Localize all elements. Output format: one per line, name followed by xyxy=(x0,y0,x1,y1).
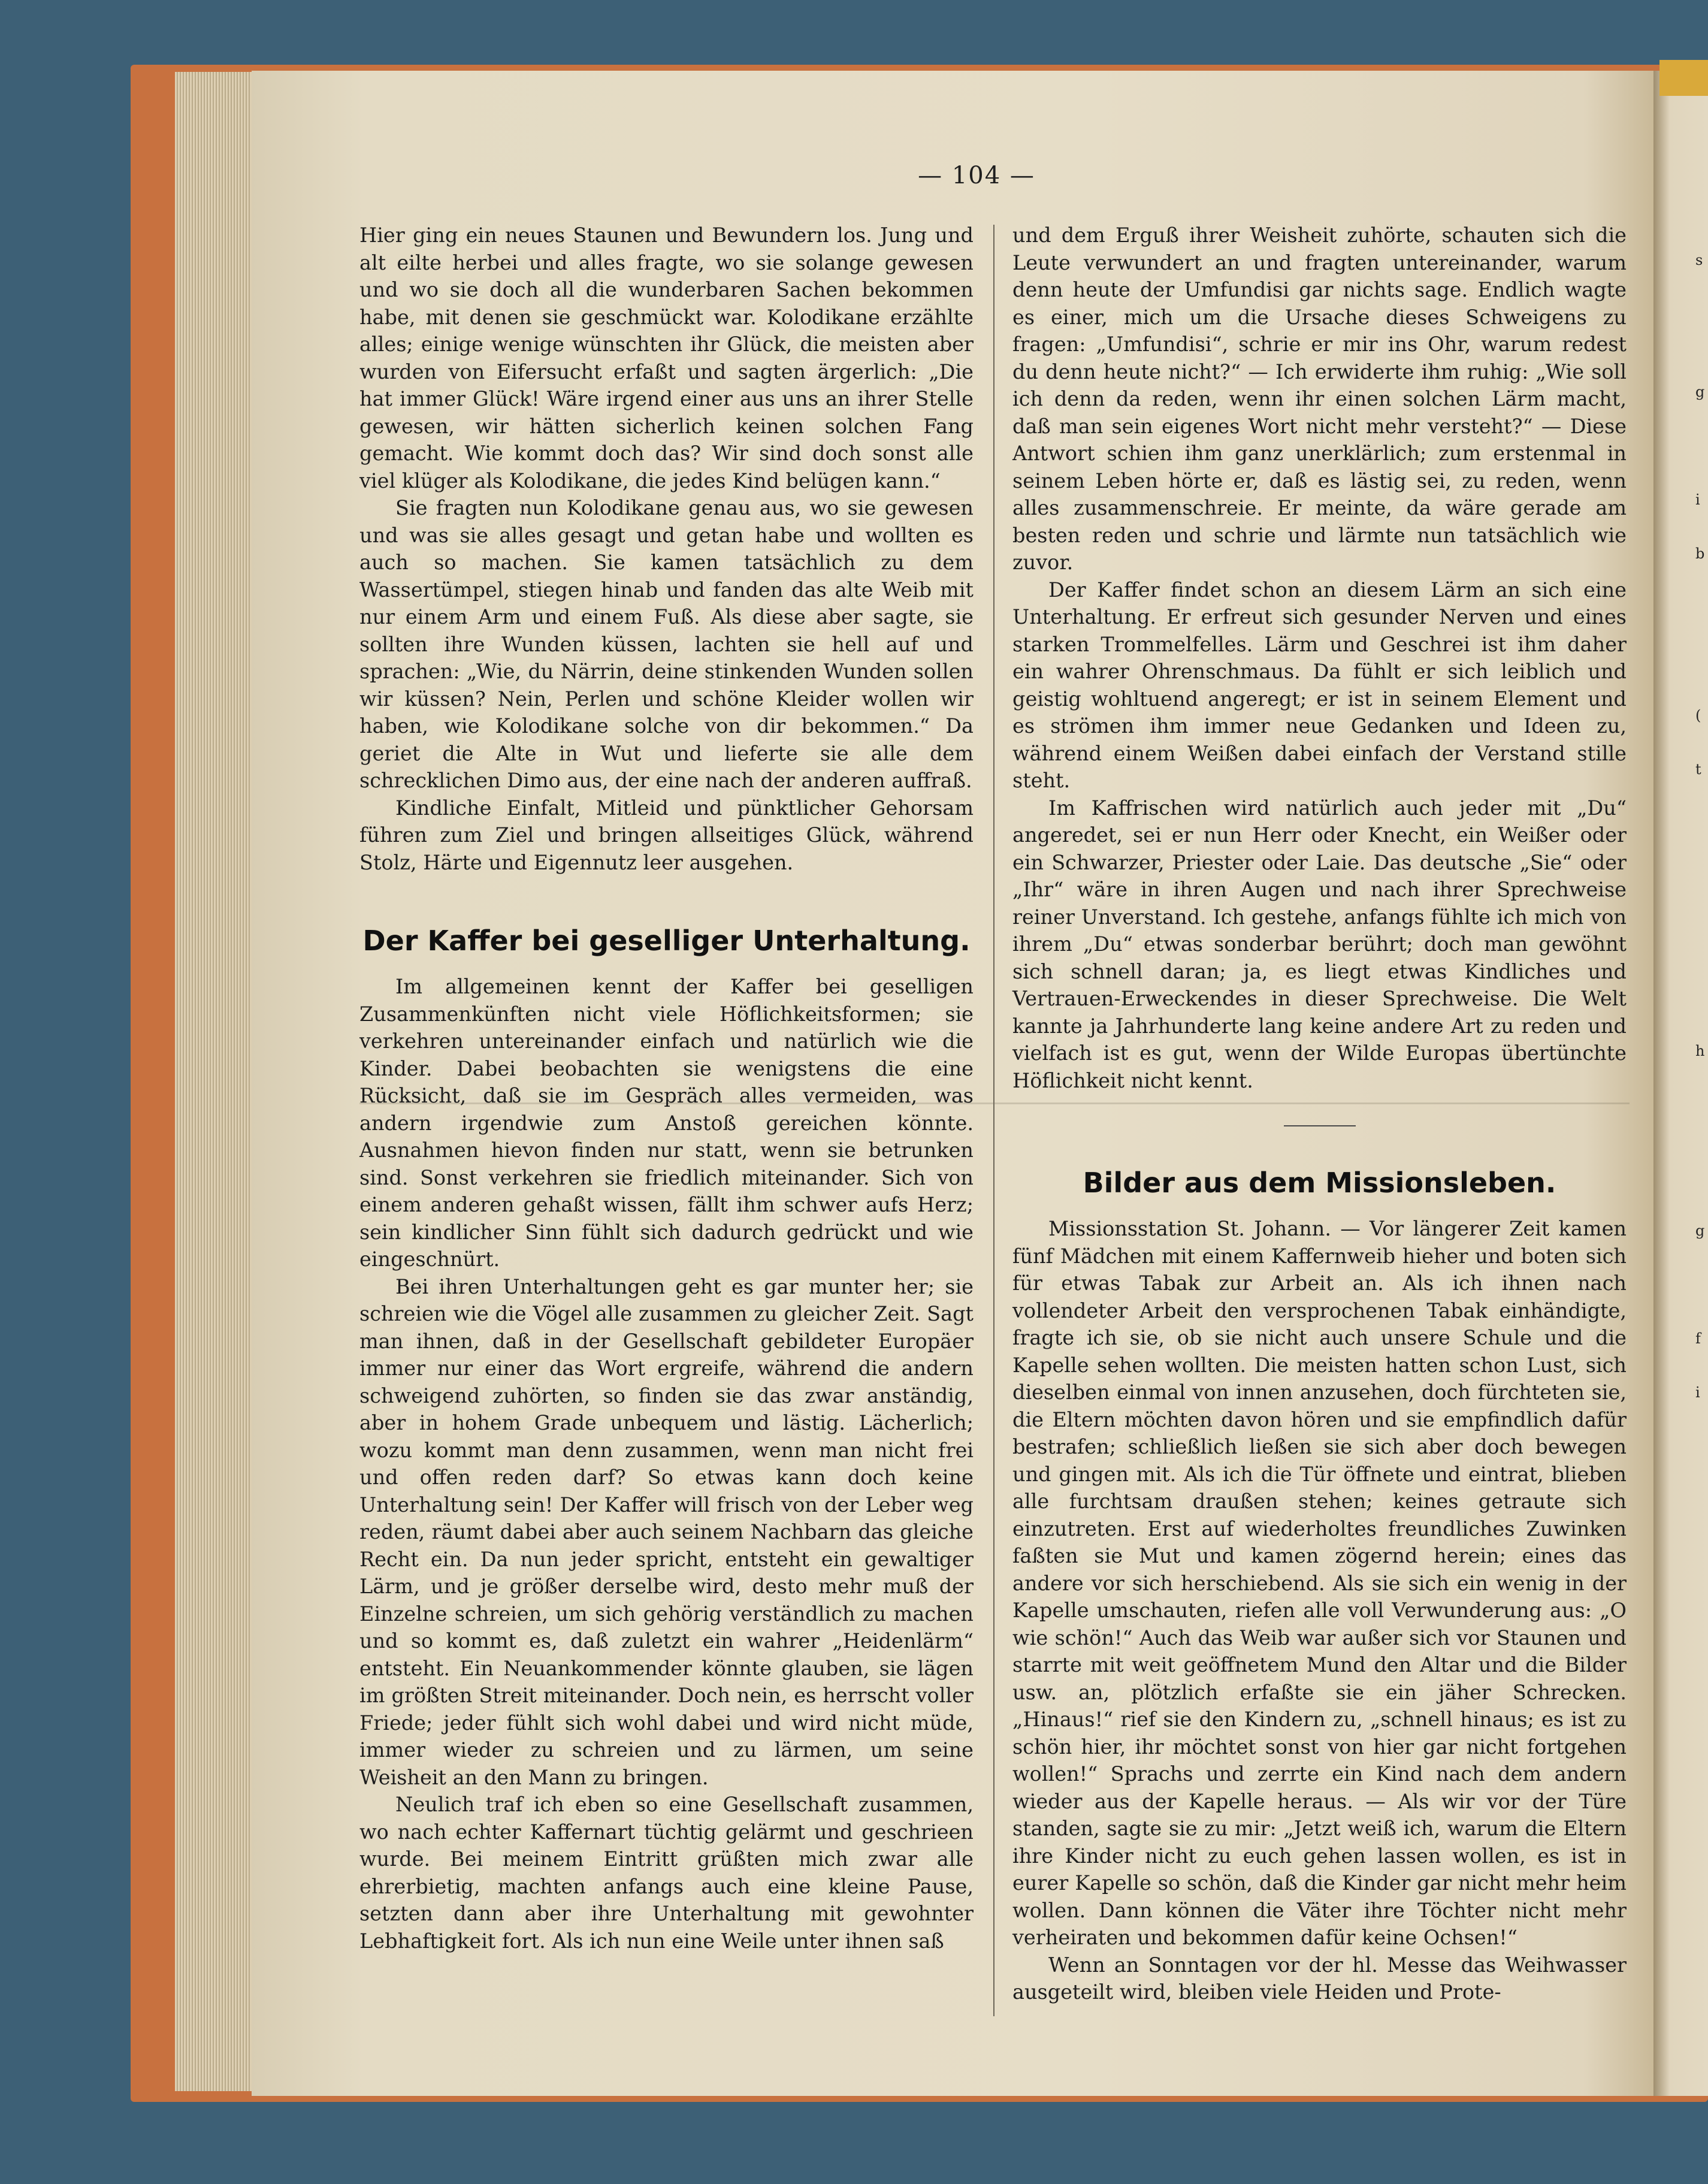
paragraph: Wenn an Sonntagen vor der hl. Messe das Weihwasser ausgeteilt wird, bleiben viele Heiden und Prote- xyxy=(1012,1953,1627,2004)
left-column xyxy=(359,222,974,1955)
margin-fragment: h xyxy=(1695,1043,1705,1059)
margin-fragment: i xyxy=(1695,1384,1700,1401)
section-heading: Der Kaffer bei geselliger Unterhaltung. xyxy=(362,925,971,957)
right-column xyxy=(1012,222,1627,2006)
bookmark-ribbon xyxy=(1659,60,1708,96)
margin-fragment: b xyxy=(1695,545,1705,562)
column-divider xyxy=(993,225,994,2016)
margin-fragment: g xyxy=(1695,383,1705,400)
paragraph: Hier ging ein neues Staunen und Bewundern los. Jung und alt eilte herbei und alles fragte, wo sie solange gewesen und wo sie doch all die wunderbaren Sachen bekommen habe, mit denen sie geschmückt war. Kolodikane erzählte alles; einige wenige wünschten ihr Glück, die meisten aber wurden von Eifersucht erfaßt und sagten ärgerlich: „Die hat immer Glück! Wäre irgend einer aus uns an ihrer Stelle gewesen, wir hätten sicherlich keinen solchen Fang gemacht. Wie kommt doch das? Wir sind doch sonst alle viel klüger als Kolodikane, die jedes Kind belügen kann.“ xyxy=(359,223,974,493)
paragraph: Im Kaffrischen wird natürlich auch jeder mit „Du“ angeredet, sei er nun Herr oder Knecht, ein Weißer oder ein Schwarzer, Priester oder Laie. Das deutsche „Sie“ oder „Ihr“ wäre in ihren Augen und nach ihrer Sprechweise reiner Unverstand. Ich gestehe, anfangs fühlte ich mich von ihrem „Du“ etwas sonderbar berührt; doch man gewöhnt sich schnell daran; ja, es liegt etwas Kindliches und Vertrauen-Erweckendes in dieser Sprechweise. Die Welt kannte ja Jahrhunderte lang keine andere Art zu reden und vielfach ist es gut, wenn der Wilde Europas übertünchte Höflichkeit nicht kennt. xyxy=(1012,796,1627,1092)
margin-fragment: t xyxy=(1695,761,1701,778)
section-separator xyxy=(1284,1125,1356,1126)
margin-fragment: ( xyxy=(1695,707,1701,724)
facing-page-edge xyxy=(1653,71,1708,2096)
margin-fragment: g xyxy=(1695,1222,1705,1239)
paragraph: Der Kaffer findet schon an diesem Lärm an sich eine Unterhaltung. Er erfreut sich gesunder Nerven und eines starken Trommelfelles. Lärm und Geschrei ist ihm daher ein wahrer Ohrenschmaus. Da fühlt er sich leiblich und geistig wohltuend angeregt; er ist in seinem Element und es strömen ihm immer neue Gedanken und Ideen zu, während einem Weißen dabei einfach der Verstand stille steht. xyxy=(1012,578,1627,792)
paragraph: Im allgemeinen kennt der Kaffer bei geselligen Zusammenkünften nicht viele Höflichkeitsformen; sie verkehren untereinander einfach und natürlich wie die Kinder. Dabei beobachten sie wenigstens die eine Rücksicht, daß sie im Gespräch alles vermeiden, was andern irgendwie zum Anstoß gereichen könnte. Ausnahmen hievon finden nur statt, wenn sie betrunken sind. Sonst verkehren sie friedlich miteinander. Sich von einem anderen gehaßt wissen, fällt ihm schwer aufs Herz; sein kindlicher Sinn fühlt sich dadurch gedrückt und wie eingeschnürt. xyxy=(359,975,974,1271)
paragraph: Missionsstation St. Johann. — Vor längerer Zeit kamen fünf Mädchen mit einem Kaffernweib hieher und boten sich für etwas Tabak zur Arbeit an. Als ich ihnen nach vollendeter Arbeit den versprochenen Tabak einhändigte, fragte ich sie, ob sie nicht auch unsere Schule und die Kapelle sehen wollten. Die meisten hatten schon Lust, sich dieselben einmal von innen anzusehen, doch fürchteten sie, die Eltern möchten davon hören und sie empfindlich dafür bestrafen; schließlich ließen sie sich aber doch bewegen und gingen mit. Als ich die Tür öffnete und eintrat, blieben alle furchtsam draußen stehen; keines getraute sich einzutreten. Erst auf wiederholtes freundliches Zuwinken faßten sie Mut und kamen zögernd herein; eines das andere vor sich herschiebend. Als sie sich ein wenig in der Kapelle umschauten, riefen alle voll Verwunderung aus: „O wie schön!“ Auch das Weib war außer sich vor Staunen und starrte mit weit geöffnetem Mund den Altar und die Bilder usw. an, plötzlich erfaßte sie ein jäher Schrecken. „Hinaus!“ rief sie den Kindern zu, „schnell hinaus; es ist zu schön hier, ihr möchtet sonst von hier gar nicht fortgehen wollen!“ Sprachs und zerrte ein Kind nach dem andern wieder aus der Kapelle heraus. — Als wir vor der Türe standen, sagte sie zu mir: „Jetzt weiß ich, warum die Eltern ihre Kinder nicht zu euch gehen lassen wollen, es ist in eurer Kapelle so schön, daß die Kinder gar nicht mehr heim wollen. Dann können die Väter ihre Töchter nicht mehr verheiraten und bekommen dafür keine Ochsen!“ xyxy=(1012,1217,1627,1949)
paragraph: und dem Erguß ihrer Weisheit zuhörte, schauten sich die Leute verwundert an und fragten untereinander, warum denn heute der Umfundisi gar nichts sage. Endlich wagte es einer, mich um die Ursache dieses Schweigens zu fragen: „Umfundisi“, schrie er mir ins Ohr, warum redest du denn heute nicht?“ — Ich erwiderte ihm ruhig: „Wie soll ich denn da reden, wenn ihr einen solchen Lärm macht, daß man sein eigenes Wort nicht mehr versteht?“ — Diese Antwort schien ihm ganz unerklärlich; zum erstenmal in seinem Leben hörte er, daß es lästig sei, zu reden, wenn alles zusammenschreie. Er meinte, da wäre gerade am besten reden und schrie und lärmte nun tatsächlich wie zuvor. xyxy=(1012,223,1627,574)
margin-fragment: s xyxy=(1695,252,1703,268)
section-heading: Bilder aus dem Missionsleben. xyxy=(1083,1167,1556,1199)
paragraph: Kindliche Einfalt, Mitleid und pünktlicher Gehorsam führen zum Ziel und bringen allseitiges Glück, während Stolz, Härte und Eigennutz leer ausgehen. xyxy=(359,796,974,874)
paragraph: Sie fragten nun Kolodikane genau aus, wo sie gewesen und was sie alles gesagt und getan habe und wollten es auch so machen. Sie kamen tatsächlich zu dem Wassertümpel, stiegen hinab und fanden das alte Weib mit nur einem Arm und einem Fuß. Als diese aber sagte, sie sollten ihre Wunden küssen, lachten sie hell auf und sprachen: „Wie, du Närrin, deine stinkenden Wunden sollen wir küssen? Nein, Perlen und schöne Kleider wollen wir haben, wie Kolodikane solche von dir bekommen.“ Da geriet die Alte in Wut und lieferte sie alle dem schrecklichen Dimo aus, der eine nach der anderen auffraß. xyxy=(359,496,974,792)
margin-fragment: f xyxy=(1695,1330,1701,1347)
margin-fragment: i xyxy=(1695,491,1700,508)
paragraph: Neulich traf ich eben so eine Gesellschaft zusammen, wo nach echter Kaffernart tüchtig gelärmt und geschrieen wurde. Bei meinem Eintritt grüßten mich zwar alle ehrerbietig, machten anfangs auch eine kleine Pause, setzten dann aber ihre Unterhaltung mit gewohnter Lebhaftigkeit fort. Als ich nun eine Weile unter ihnen saß xyxy=(359,1793,974,1953)
paragraph: Bei ihren Unterhaltungen geht es gar munter her; sie schreien wie die Vögel alle zusammen zu gleicher Zeit. Sagt man ihnen, daß in der Gesellschaft gebildeter Europäer immer nur einer das Wort ergreife, während die andern schweigend zuhörten, so finden sie das zwar anständig, aber in hohem Grade unbequem und lästig. Lächerlich; wozu kommt man denn zusammen, wenn man nicht frei und offen reden darf? So etwas kann doch keine Unterhaltung sein! Der Kaffer will frisch von der Leber weg reden, räumt dabei aber auch seinem Nachbarn das gleiche Recht ein. Da nun jeder spricht, entsteht ein gewaltiger Lärm, und je größer derselbe wird, desto mehr muß der Einzelne schreien, um sich gehörig verständlich zu machen und so kommt es, daß zuletzt ein wahrer „Heidenlärm“ entsteht. Ein Neuankommender könnte glauben, sie lägen im größten Streit miteinander. Doch nein, es herrscht voller Friede; jeder fühlt sich wohl dabei und wird nicht müde, immer wieder zu schreien und zu lärmen, um seine Weisheit an den Mann zu bringen. xyxy=(359,1274,974,1789)
page-number: — 104 — xyxy=(918,162,1035,189)
